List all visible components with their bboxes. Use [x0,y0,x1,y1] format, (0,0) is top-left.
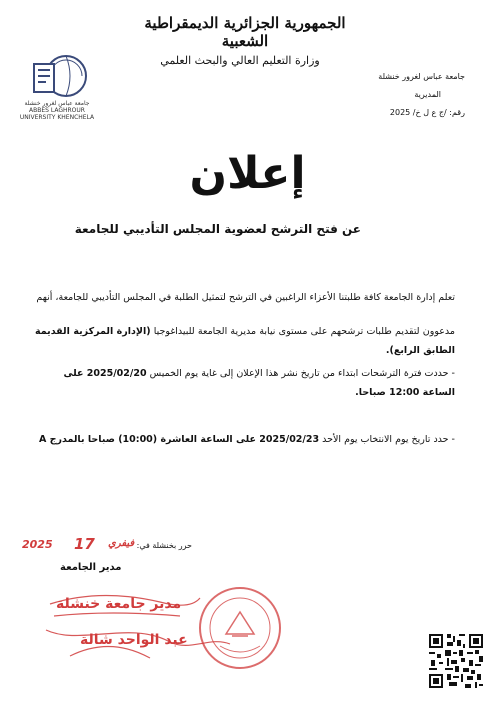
qr-code [427,632,485,690]
date-label: حرر بخنشلة في: [136,541,192,550]
university-name: جامعة عباس لغرور خنشلة [378,72,465,81]
announcement-title: إعلان [189,148,306,199]
university-logo [30,50,90,105]
stamp-line-2: عبد الواحد شالة [80,632,188,648]
date-day: 17 [74,535,95,553]
bullet-election-date [25,432,455,448]
body-paragraph-2 [35,322,455,360]
body-paragraph-1: تعلم إدارة الجامعة كافة طلبتنا الأعزاء الراغبين في الترشح لتمثيل الطلبة في المجلس التأديبي للجامعة، أنهم [36,292,455,303]
date-year: 2025 [22,538,53,551]
body-paragraph-2-text: مدعوون لتقديم طلبات ترشحهم على مستوى نيابة مديرية الجامعة للبيداغوجيا [150,326,455,337]
announcement-subtitle: عن فتح الترشح لعضوية المجلس التأديبي للجامعة [74,222,361,236]
directorate-label: المديرية [414,90,441,99]
logo-caption-arabic: جامعة عباس لغرور خنشلة [24,100,90,107]
date-month: فيفري [108,538,135,549]
issue-date [22,535,192,556]
signer-title: مدير الجامعة [60,562,122,573]
bullet-1-deadline: 2025/02/20 على الساعة 12:00 صباحا. [63,368,455,398]
body-paragraph-2-location: (الإدارة المركزية القديمة الطابق الرابع). [35,326,455,356]
reference-value: /ج ع ل خ/ 2025 [389,108,447,117]
bullet-candidacy-period [35,364,455,402]
logo-caption [14,100,100,121]
ministry-header: وزارة التعليم العالي والبحث العلمي [160,54,320,67]
stamp-line-1: مدير جامعة خنشلة [56,596,182,612]
bullet-2-date: 2025/02/23 على الساعة العاشرة (10:00) صباحا بالمدرج A [39,434,320,445]
logo-caption-english: ABBES LAGHROUR UNIVERSITY KHENCHELA [19,107,95,121]
republic-header: الجمهورية الجزائرية الديمقراطية الشعبية [144,14,346,50]
reference-number [390,108,465,117]
signature-stamp [40,586,290,676]
bullet-2-text: - حدد تاريخ يوم الانتخاب يوم الأحد [319,434,455,445]
bullet-1-text: - حددت فترة الترشحات ابتداء من تاريخ نشر هذا الإعلان إلى غاية يوم الخميس [146,368,455,379]
reference-label: رقم: [449,108,465,117]
